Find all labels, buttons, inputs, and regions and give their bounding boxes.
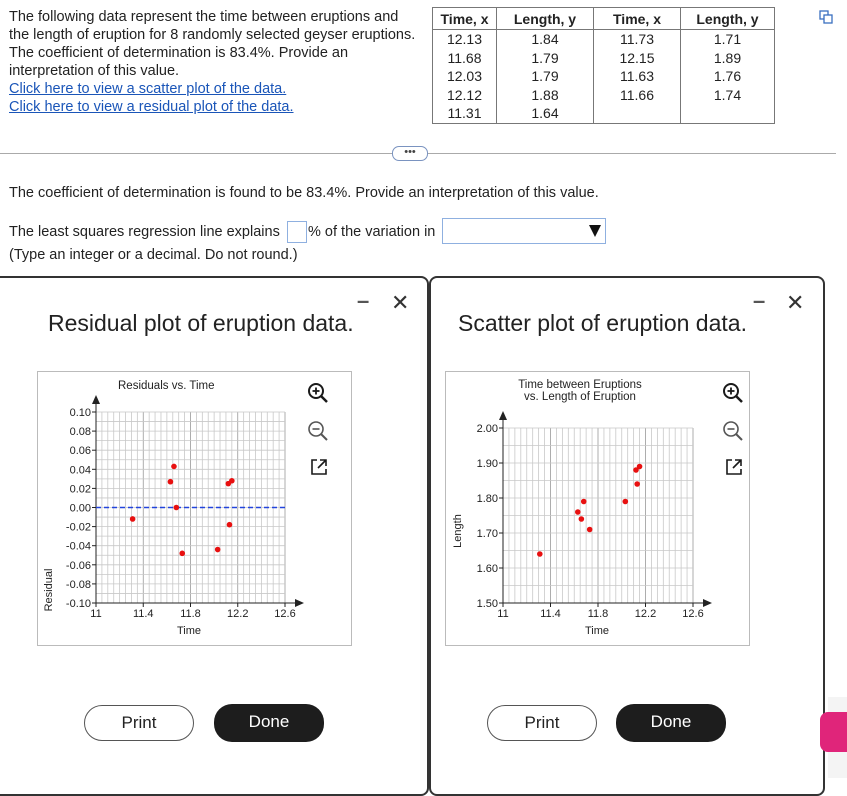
- chart-title-line: vs. Length of Eruption: [524, 391, 636, 403]
- data-table: [432, 7, 775, 124]
- zoom-in-icon[interactable]: [307, 382, 329, 404]
- answer-line: [9, 224, 280, 240]
- scatter-plot-link[interactable]: Click here to view a scatter plot of the data.: [9, 81, 287, 97]
- data-point: [179, 551, 185, 557]
- data-point: [168, 479, 174, 485]
- y-tick-label: 2.00: [476, 423, 498, 435]
- y-tick-label: 0.08: [69, 426, 91, 439]
- y-axis-label: Length: [452, 514, 464, 548]
- data-point: [575, 509, 581, 515]
- chart-title: Residuals vs. Time: [118, 380, 215, 392]
- data-point: [130, 516, 136, 522]
- zoom-out-icon[interactable]: [722, 420, 744, 442]
- table-cell: 11.63: [594, 67, 681, 86]
- data-point: [634, 481, 640, 487]
- zoom-in-icon[interactable]: [722, 382, 744, 404]
- x-tick-label: 12.6: [682, 608, 704, 620]
- table-cell: 11.66: [594, 86, 681, 105]
- y-tick-label: -0.02: [65, 521, 91, 534]
- y-tick-label: 1.70: [476, 528, 498, 540]
- data-point: [579, 516, 585, 522]
- y-tick-label: 1.90: [476, 458, 498, 470]
- table-cell: 1.79: [497, 67, 594, 86]
- y-tick-label: 0.00: [69, 502, 91, 515]
- table-cell: 12.13: [433, 30, 497, 49]
- col-header-time: Time, x: [433, 8, 497, 30]
- y-tick-label: 1.60: [476, 563, 498, 575]
- x-tick-label: 11.4: [132, 608, 154, 620]
- table-cell: 12.15: [594, 49, 681, 68]
- table-row: [433, 30, 775, 49]
- chart-title-line: Time between Eruptions: [518, 379, 642, 391]
- close-button[interactable]: ✕: [786, 290, 805, 315]
- done-button[interactable]: Done: [616, 704, 726, 742]
- residual-chart: [37, 371, 352, 646]
- y-tick-label: 1.80: [476, 493, 498, 505]
- x-axis-label: Time: [176, 625, 202, 637]
- scatter-chart: [445, 371, 750, 646]
- residual-window-title: Residual plot of eruption data.: [48, 310, 354, 336]
- minimize-button[interactable]: –: [357, 288, 370, 313]
- done-button[interactable]: Done: [214, 704, 324, 742]
- answer-mid-text: % of the variation in: [308, 224, 436, 240]
- x-tick-label: 11: [90, 608, 102, 620]
- x-tick-label: 11.4: [540, 608, 561, 620]
- y-tick-label: -0.04: [65, 540, 91, 553]
- table-cell: 1.79: [497, 49, 594, 68]
- table-cell: 1.64: [497, 104, 594, 123]
- dropdown-arrow-icon: [589, 225, 601, 237]
- data-point: [587, 527, 593, 533]
- print-button[interactable]: Print: [84, 705, 194, 741]
- y-tick-label: -0.08: [65, 578, 91, 591]
- table-cell: 12.03: [433, 67, 497, 86]
- x-tick-label: 11: [497, 608, 509, 620]
- x-tick-label: 12.2: [227, 608, 249, 620]
- y-tick-label: -0.06: [65, 559, 91, 572]
- col-header-time: Time, x: [594, 8, 681, 30]
- y-tick-label: 1.50: [476, 598, 498, 610]
- y-tick-label: 0.02: [69, 483, 91, 496]
- data-point: [537, 551, 543, 557]
- problem-statement: [9, 8, 419, 116]
- scatter-window-title: Scatter plot of eruption data.: [458, 310, 747, 336]
- close-button[interactable]: ✕: [391, 290, 410, 315]
- table-cell: 11.68: [433, 49, 497, 68]
- x-tick-label: 11.8: [587, 608, 609, 620]
- y-tick-label: 0.06: [69, 445, 91, 458]
- table-row: [433, 86, 775, 105]
- table-row: [433, 67, 775, 86]
- data-point: [215, 547, 221, 553]
- y-tick-label: 0.10: [69, 407, 91, 419]
- zoom-out-icon[interactable]: [307, 420, 329, 442]
- table-cell: 1.88: [497, 86, 594, 105]
- percent-answer-input[interactable]: [287, 221, 307, 243]
- answer-hint: (Type an integer or a decimal. Do not round.): [9, 247, 298, 263]
- question-text: The coefficient of determination is found to be 83.4%. Provide an interpretation of this value.: [9, 185, 599, 201]
- table-cell: 1.71: [681, 30, 775, 49]
- table-cell: 1.89: [681, 49, 775, 68]
- y-tick-label: -0.10: [65, 598, 91, 610]
- print-button[interactable]: Print: [487, 705, 597, 741]
- data-point: [637, 464, 643, 470]
- popout-icon[interactable]: [309, 457, 329, 477]
- table-row: [433, 104, 775, 123]
- popout-icon[interactable]: [724, 457, 744, 477]
- copy-icon[interactable]: [819, 10, 833, 24]
- table-cell: 1.84: [497, 30, 594, 49]
- table-cell: [681, 104, 775, 123]
- problem-text: The following data represent the time between eruptions and the length of eruption for 8 randomly selected geyser eruptions. The coefficient of determination is 83.4%. Provide an interpretation of this value.: [9, 9, 416, 79]
- x-tick-label: 12.6: [274, 608, 296, 620]
- data-point: [623, 499, 629, 505]
- minimize-button[interactable]: –: [753, 288, 766, 313]
- variation-dropdown[interactable]: [442, 218, 606, 244]
- x-axis-label: Time: [584, 625, 610, 637]
- x-tick-label: 11.8: [180, 608, 201, 620]
- data-point: [227, 522, 233, 528]
- table-cell: 1.76: [681, 67, 775, 86]
- table-cell: [594, 104, 681, 123]
- help-tab[interactable]: [820, 712, 847, 752]
- answer-prefix: The least squares regression line explains: [9, 224, 280, 240]
- data-point: [581, 499, 587, 505]
- table-cell: 11.73: [594, 30, 681, 49]
- col-header-length: Length, y: [681, 8, 775, 30]
- y-tick-label: 0.04: [69, 464, 91, 477]
- table-cell: 1.74: [681, 86, 775, 105]
- x-tick-label: 12.2: [634, 608, 657, 620]
- data-point: [229, 478, 235, 484]
- residual-plot-link[interactable]: Click here to view a residual plot of the data.: [9, 99, 294, 115]
- y-axis-label: Residual: [43, 568, 55, 612]
- table-cell: 12.12: [433, 86, 497, 105]
- data-point: [174, 505, 180, 511]
- expand-button[interactable]: •••: [392, 146, 428, 161]
- table-row: [433, 49, 775, 68]
- col-header-length: Length, y: [497, 8, 594, 30]
- data-point: [171, 464, 177, 470]
- table-cell: 11.31: [433, 104, 497, 123]
